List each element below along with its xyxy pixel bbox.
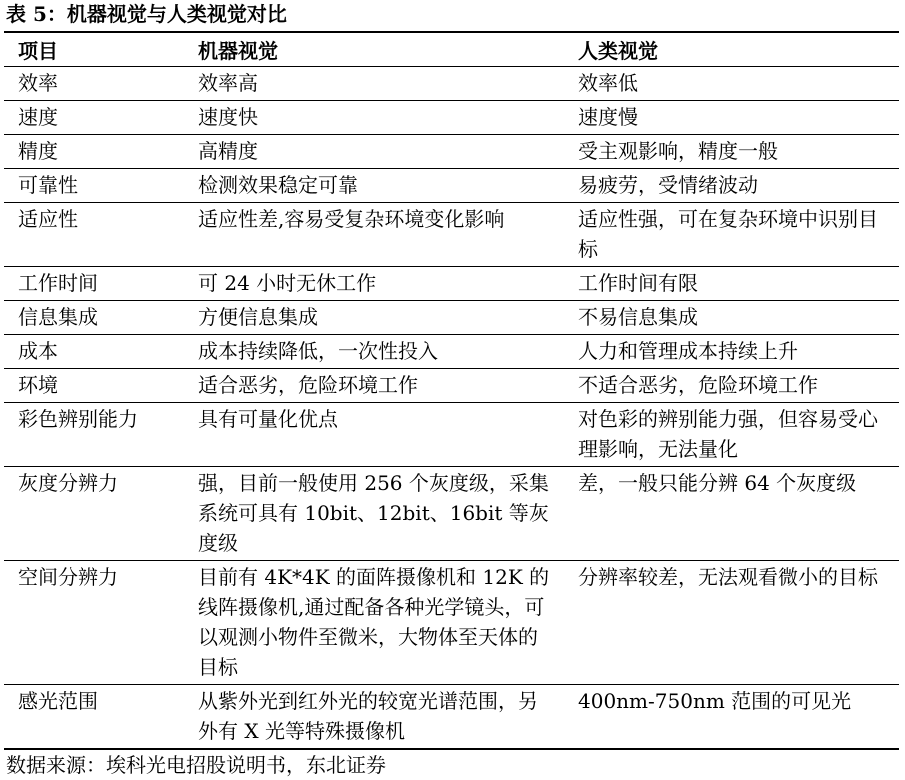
table-row	[4, 169, 899, 203]
human-cell: 人力和管理成本持续上升	[564, 335, 899, 369]
machine-cell: 强，目前一般使用 256 个灰度级，采集系统可具有 10bit、12bit、16bit 等灰度级	[184, 467, 564, 561]
human-cell: 受主观影响，精度一般	[564, 135, 899, 169]
table-row	[4, 67, 899, 101]
machine-cell: 高精度	[184, 135, 564, 169]
human-cell: 效率低	[564, 67, 899, 101]
machine-cell: 目前有 4K*4K 的面阵摄像机和 12K 的线阵摄像机,通过配备各种光学镜头，可以观测小物件至微米，大物体至天体的目标	[184, 561, 564, 685]
human-cell: 分辨率较差，无法观看微小的目标	[564, 561, 899, 685]
row-label: 速度	[4, 101, 184, 135]
row-label: 空间分辨力	[4, 561, 184, 685]
row-label: 精度	[4, 135, 184, 169]
row-label: 可靠性	[4, 169, 184, 203]
source-note: 数据来源：埃科光电招股说明书，东北证券	[6, 753, 386, 777]
row-label: 感光范围	[4, 685, 184, 750]
row-label: 适应性	[4, 203, 184, 267]
machine-cell: 检测效果稳定可靠	[184, 169, 564, 203]
row-label: 环境	[4, 369, 184, 403]
human-cell: 不适合恶劣，危险环境工作	[564, 369, 899, 403]
machine-cell: 可 24 小时无休工作	[184, 267, 564, 301]
machine-cell: 适合恶劣，危险环境工作	[184, 369, 564, 403]
row-label: 效率	[4, 67, 184, 101]
header-human-vision: 人类视觉	[564, 32, 899, 67]
table-row	[4, 335, 899, 369]
human-cell: 对色彩的辨别能力强，但容易受心理影响，无法量化	[564, 403, 899, 467]
table-row	[4, 561, 899, 685]
human-cell: 速度慢	[564, 101, 899, 135]
human-cell: 易疲劳，受情绪波动	[564, 169, 899, 203]
human-cell: 400nm-750nm 范围的可见光	[564, 685, 899, 750]
row-label: 信息集成	[4, 301, 184, 335]
machine-cell: 从紫外光到红外光的较宽光谱范围，另外有 X 光等特殊摄像机	[184, 685, 564, 750]
table-row	[4, 267, 899, 301]
human-cell: 工作时间有限	[564, 267, 899, 301]
header-row	[4, 32, 899, 67]
table-row	[4, 403, 899, 467]
table-row	[4, 203, 899, 267]
human-cell: 不易信息集成	[564, 301, 899, 335]
header-machine-vision: 机器视觉	[184, 32, 564, 67]
table-row	[4, 467, 899, 561]
row-label: 彩色辨别能力	[4, 403, 184, 467]
machine-cell: 成本持续降低，一次性投入	[184, 335, 564, 369]
row-label: 灰度分辨力	[4, 467, 184, 561]
table-caption: 表 5：机器视觉与人类视觉对比	[6, 2, 287, 26]
comparison-table	[4, 31, 899, 750]
machine-cell: 具有可量化优点	[184, 403, 564, 467]
machine-cell: 效率高	[184, 67, 564, 101]
human-cell: 适应性强，可在复杂环境中识别目标	[564, 203, 899, 267]
table-row	[4, 369, 899, 403]
machine-cell: 方便信息集成	[184, 301, 564, 335]
machine-cell: 适应性差,容易受复杂环境变化影响	[184, 203, 564, 267]
document	[4, 0, 899, 780]
table-row	[4, 101, 899, 135]
human-cell: 差，一般只能分辨 64 个灰度级	[564, 467, 899, 561]
table-row	[4, 685, 899, 750]
row-label: 成本	[4, 335, 184, 369]
table-row	[4, 301, 899, 335]
row-label: 工作时间	[4, 267, 184, 301]
machine-cell: 速度快	[184, 101, 564, 135]
header-item: 项目	[4, 32, 184, 67]
table-row	[4, 135, 899, 169]
